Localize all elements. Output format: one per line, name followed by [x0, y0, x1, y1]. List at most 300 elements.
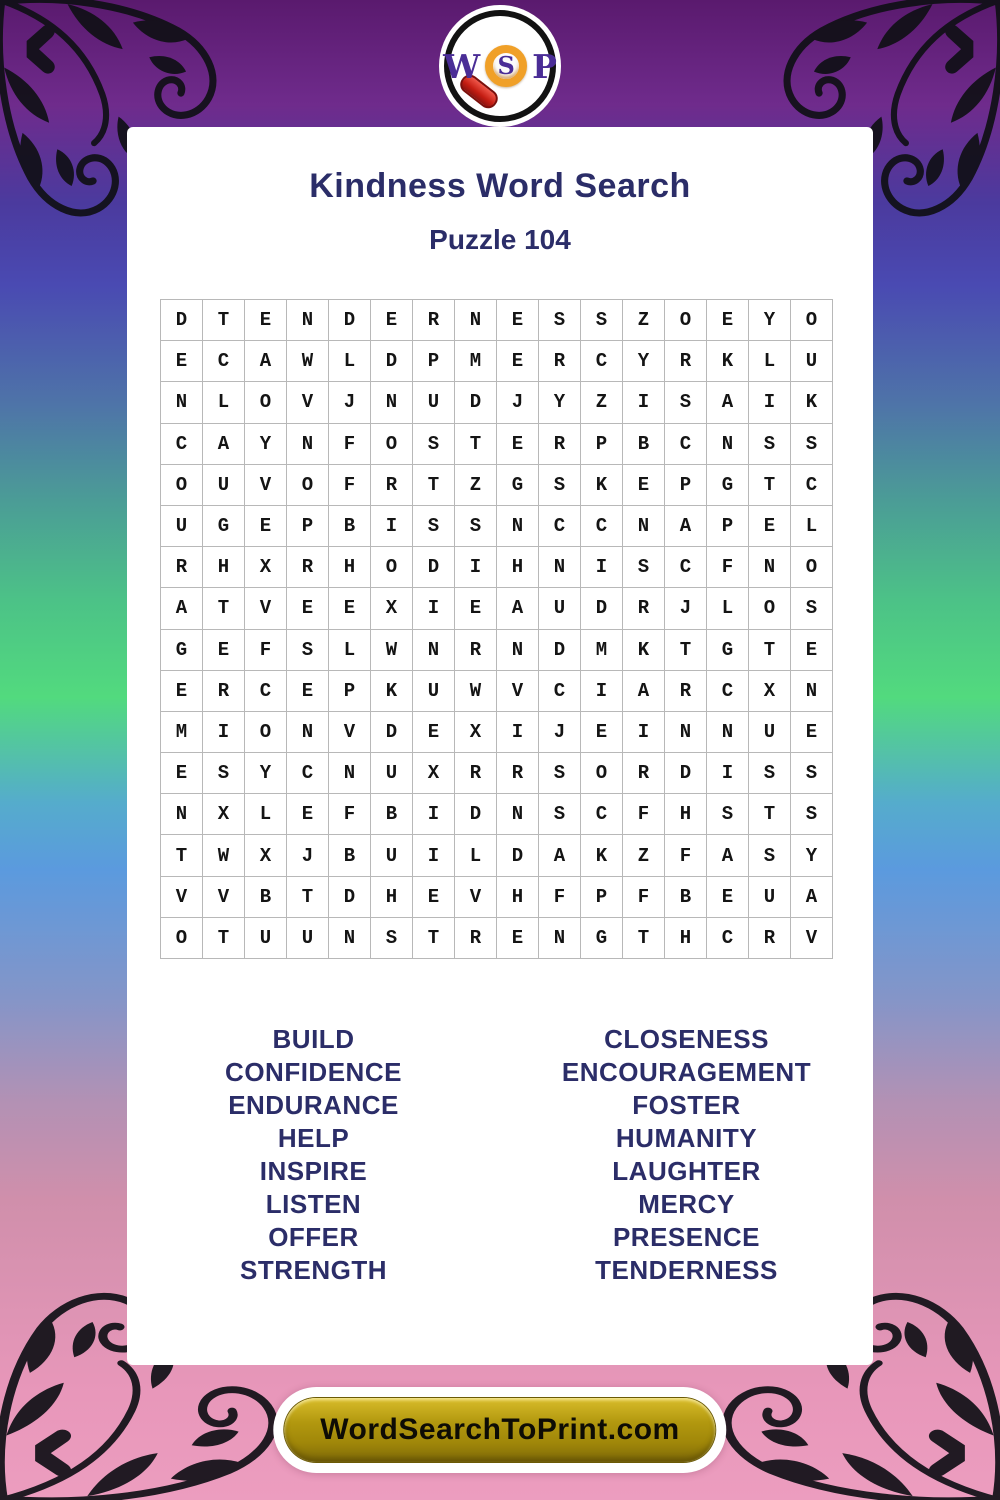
- grid-cell: C: [581, 341, 623, 382]
- grid-cell: A: [245, 341, 287, 382]
- grid-cell: F: [329, 794, 371, 835]
- letter-grid: [160, 299, 833, 959]
- grid-cell: N: [287, 711, 329, 752]
- grid-cell: E: [497, 341, 539, 382]
- grid-cell: N: [707, 711, 749, 752]
- grid-cell: U: [413, 382, 455, 423]
- word-item: ENDURANCE: [228, 1090, 399, 1120]
- grid-cell: V: [455, 876, 497, 917]
- grid-cell: I: [581, 670, 623, 711]
- grid-cell: D: [371, 711, 413, 752]
- grid-cell: E: [161, 753, 203, 794]
- grid-cell: Y: [245, 753, 287, 794]
- grid-row: [161, 341, 833, 382]
- grid-cell: S: [791, 423, 833, 464]
- grid-cell: N: [161, 794, 203, 835]
- grid-cell: A: [161, 588, 203, 629]
- grid-cell: T: [749, 629, 791, 670]
- grid-cell: P: [287, 505, 329, 546]
- grid-cell: S: [413, 505, 455, 546]
- grid-cell: S: [749, 753, 791, 794]
- grid-cell: N: [413, 629, 455, 670]
- grid-cell: C: [539, 670, 581, 711]
- grid-cell: T: [203, 917, 245, 958]
- page-title: Kindness Word Search: [309, 167, 691, 205]
- grid-cell: U: [749, 876, 791, 917]
- grid-cell: B: [665, 876, 707, 917]
- word-item: INSPIRE: [259, 1156, 368, 1186]
- grid-cell: T: [203, 588, 245, 629]
- grid-cell: A: [707, 382, 749, 423]
- grid-cell: V: [329, 711, 371, 752]
- grid-cell: I: [623, 382, 665, 423]
- grid-cell: E: [707, 300, 749, 341]
- word-item: TENDERNESS: [595, 1255, 778, 1285]
- grid-cell: C: [707, 670, 749, 711]
- grid-cell: I: [413, 835, 455, 876]
- grid-cell: E: [287, 794, 329, 835]
- grid-cell: C: [581, 505, 623, 546]
- grid-cell: U: [539, 588, 581, 629]
- grid-cell: U: [749, 711, 791, 752]
- grid-cell: U: [203, 464, 245, 505]
- grid-cell: D: [329, 876, 371, 917]
- grid-cell: I: [371, 505, 413, 546]
- grid-cell: L: [749, 341, 791, 382]
- grid-cell: E: [287, 670, 329, 711]
- grid-cell: I: [623, 711, 665, 752]
- footer-button-wrapper: [273, 1387, 726, 1473]
- grid-cell: E: [203, 629, 245, 670]
- grid-cell: E: [371, 300, 413, 341]
- grid-row: [161, 382, 833, 423]
- grid-cell: O: [581, 753, 623, 794]
- grid-cell: R: [749, 917, 791, 958]
- grid-cell: K: [707, 341, 749, 382]
- grid-cell: O: [791, 300, 833, 341]
- grid-cell: C: [665, 547, 707, 588]
- logo-letter-s: S: [497, 51, 515, 80]
- grid-row: [161, 505, 833, 546]
- grid-cell: U: [245, 917, 287, 958]
- grid-cell: U: [287, 917, 329, 958]
- grid-cell: X: [413, 753, 455, 794]
- grid-cell: O: [371, 423, 413, 464]
- grid-cell: M: [581, 629, 623, 670]
- grid-cell: W: [203, 835, 245, 876]
- grid-cell: E: [581, 711, 623, 752]
- grid-cell: S: [455, 505, 497, 546]
- grid-cell: T: [161, 835, 203, 876]
- grid-cell: P: [581, 876, 623, 917]
- grid-cell: O: [665, 300, 707, 341]
- grid-cell: I: [455, 547, 497, 588]
- grid-cell: I: [749, 382, 791, 423]
- word-list-right: [500, 1023, 873, 1287]
- grid-cell: B: [371, 794, 413, 835]
- grid-cell: R: [623, 753, 665, 794]
- grid-cell: F: [665, 835, 707, 876]
- grid-cell: B: [245, 876, 287, 917]
- grid-cell: H: [203, 547, 245, 588]
- grid-cell: C: [245, 670, 287, 711]
- grid-cell: R: [539, 423, 581, 464]
- word-item: STRENGTH: [240, 1255, 387, 1285]
- grid-cell: D: [371, 341, 413, 382]
- grid-cell: G: [203, 505, 245, 546]
- grid-cell: W: [455, 670, 497, 711]
- grid-cell: V: [245, 588, 287, 629]
- grid-cell: N: [749, 547, 791, 588]
- word-item: HELP: [277, 1123, 350, 1153]
- grid-cell: N: [791, 670, 833, 711]
- grid-cell: O: [287, 464, 329, 505]
- grid-cell: U: [161, 505, 203, 546]
- grid-cell: D: [539, 629, 581, 670]
- word-item: HUMANITY: [615, 1123, 758, 1153]
- grid-cell: I: [203, 711, 245, 752]
- grid-cell: Z: [455, 464, 497, 505]
- grid-cell: O: [749, 588, 791, 629]
- grid-row: [161, 423, 833, 464]
- grid-cell: O: [161, 917, 203, 958]
- grid-cell: J: [665, 588, 707, 629]
- grid-cell: E: [791, 711, 833, 752]
- word-item: ENCOURAGEMENT: [561, 1057, 812, 1087]
- grid-cell: E: [245, 505, 287, 546]
- grid-cell: B: [623, 423, 665, 464]
- grid-cell: D: [329, 300, 371, 341]
- grid-cell: N: [497, 505, 539, 546]
- grid-cell: S: [791, 794, 833, 835]
- puzzle-card: [127, 127, 873, 1365]
- grid-cell: R: [371, 464, 413, 505]
- grid-cell: L: [455, 835, 497, 876]
- grid-cell: M: [455, 341, 497, 382]
- grid-cell: R: [455, 629, 497, 670]
- grid-row: [161, 547, 833, 588]
- grid-cell: N: [665, 711, 707, 752]
- grid-row: [161, 464, 833, 505]
- grid-cell: O: [371, 547, 413, 588]
- grid-cell: Y: [539, 382, 581, 423]
- grid-cell: A: [497, 588, 539, 629]
- grid-cell: U: [791, 341, 833, 382]
- grid-cell: E: [245, 300, 287, 341]
- grid-cell: J: [539, 711, 581, 752]
- grid-cell: C: [539, 505, 581, 546]
- grid-cell: P: [329, 670, 371, 711]
- grid-row: [161, 753, 833, 794]
- grid-cell: E: [329, 588, 371, 629]
- grid-cell: S: [665, 382, 707, 423]
- wsp-logo: [444, 10, 556, 122]
- grid-cell: V: [791, 917, 833, 958]
- grid-cell: O: [161, 464, 203, 505]
- grid-cell: D: [665, 753, 707, 794]
- grid-cell: N: [623, 505, 665, 546]
- grid-cell: I: [581, 547, 623, 588]
- grid-row: [161, 917, 833, 958]
- grid-cell: S: [791, 588, 833, 629]
- magnifier-ring-icon: [485, 45, 527, 87]
- grid-cell: Y: [791, 835, 833, 876]
- grid-cell: E: [623, 464, 665, 505]
- grid-cell: A: [791, 876, 833, 917]
- grid-cell: S: [539, 464, 581, 505]
- grid-cell: N: [455, 300, 497, 341]
- grid-cell: R: [665, 670, 707, 711]
- logo-letter-w: W: [443, 46, 481, 86]
- grid-cell: W: [287, 341, 329, 382]
- grid-cell: R: [203, 670, 245, 711]
- grid-cell: Y: [749, 300, 791, 341]
- grid-cell: O: [791, 547, 833, 588]
- grid-cell: F: [329, 464, 371, 505]
- grid-cell: T: [287, 876, 329, 917]
- grid-row: [161, 711, 833, 752]
- logo-letters: [443, 16, 557, 116]
- puzzle-number: Puzzle 104: [429, 224, 571, 255]
- grid-cell: S: [791, 753, 833, 794]
- grid-cell: V: [497, 670, 539, 711]
- grid-cell: N: [497, 794, 539, 835]
- grid-cell: A: [665, 505, 707, 546]
- grid-cell: Z: [623, 835, 665, 876]
- grid-cell: F: [623, 794, 665, 835]
- grid-cell: X: [371, 588, 413, 629]
- grid-cell: H: [497, 547, 539, 588]
- grid-cell: R: [161, 547, 203, 588]
- grid-cell: S: [539, 753, 581, 794]
- grid-cell: T: [203, 300, 245, 341]
- grid-cell: M: [161, 711, 203, 752]
- grid-cell: U: [371, 753, 413, 794]
- grid-cell: E: [707, 876, 749, 917]
- grid-cell: T: [413, 917, 455, 958]
- grid-row: [161, 300, 833, 341]
- grid-cell: N: [497, 629, 539, 670]
- grid-cell: O: [245, 711, 287, 752]
- grid-cell: G: [581, 917, 623, 958]
- grid-cell: L: [707, 588, 749, 629]
- grid-cell: J: [497, 382, 539, 423]
- grid-cell: A: [539, 835, 581, 876]
- grid-cell: A: [623, 670, 665, 711]
- grid-cell: K: [581, 464, 623, 505]
- word-item: MERCY: [638, 1189, 735, 1219]
- grid-row: [161, 794, 833, 835]
- grid-cell: K: [581, 835, 623, 876]
- grid-cell: O: [245, 382, 287, 423]
- grid-cell: P: [707, 505, 749, 546]
- grid-cell: V: [203, 876, 245, 917]
- grid-cell: S: [413, 423, 455, 464]
- grid-cell: X: [245, 547, 287, 588]
- word-item: BUILD: [272, 1024, 355, 1054]
- grid-cell: J: [329, 382, 371, 423]
- grid-cell: N: [539, 547, 581, 588]
- grid-cell: F: [329, 423, 371, 464]
- grid-row: [161, 588, 833, 629]
- grid-cell: P: [581, 423, 623, 464]
- word-item: PRESENCE: [612, 1222, 761, 1252]
- grid-cell: R: [665, 341, 707, 382]
- footer-site-button[interactable]: WordSearchToPrint.com: [284, 1398, 715, 1462]
- grid-cell: S: [623, 547, 665, 588]
- grid-cell: N: [287, 300, 329, 341]
- grid-cell: H: [329, 547, 371, 588]
- grid-cell: Y: [623, 341, 665, 382]
- grid-cell: N: [161, 382, 203, 423]
- grid-cell: F: [539, 876, 581, 917]
- grid-cell: T: [665, 629, 707, 670]
- grid-cell: Y: [245, 423, 287, 464]
- grid-cell: F: [623, 876, 665, 917]
- grid-cell: R: [287, 547, 329, 588]
- grid-cell: J: [287, 835, 329, 876]
- grid-cell: H: [371, 876, 413, 917]
- grid-cell: N: [329, 917, 371, 958]
- grid-cell: N: [539, 917, 581, 958]
- grid-cell: E: [161, 341, 203, 382]
- grid-cell: B: [329, 835, 371, 876]
- grid-cell: S: [539, 794, 581, 835]
- grid-cell: L: [791, 505, 833, 546]
- grid-cell: N: [371, 382, 413, 423]
- grid-cell: C: [581, 794, 623, 835]
- grid-cell: D: [497, 835, 539, 876]
- grid-cell: K: [791, 382, 833, 423]
- grid-cell: K: [623, 629, 665, 670]
- grid-cell: G: [707, 629, 749, 670]
- word-list: [127, 1023, 873, 1287]
- grid-cell: S: [749, 835, 791, 876]
- grid-cell: P: [413, 341, 455, 382]
- grid-cell: R: [413, 300, 455, 341]
- grid-cell: C: [161, 423, 203, 464]
- grid-cell: C: [707, 917, 749, 958]
- grid-row: [161, 876, 833, 917]
- grid-cell: X: [455, 711, 497, 752]
- word-item: FOSTER: [632, 1090, 741, 1120]
- word-item: CLOSENESS: [604, 1024, 769, 1054]
- grid-cell: X: [749, 670, 791, 711]
- grid-cell: E: [497, 917, 539, 958]
- grid-cell: W: [371, 629, 413, 670]
- grid-cell: L: [329, 629, 371, 670]
- grid-cell: E: [161, 670, 203, 711]
- logo-letter-p: P: [532, 46, 557, 86]
- word-list-left: [127, 1023, 500, 1287]
- grid-cell: F: [707, 547, 749, 588]
- grid-cell: U: [371, 835, 413, 876]
- grid-cell: D: [161, 300, 203, 341]
- grid-row: [161, 835, 833, 876]
- grid-row: [161, 670, 833, 711]
- grid-cell: H: [665, 794, 707, 835]
- grid-cell: I: [413, 794, 455, 835]
- word-item: CONFIDENCE: [225, 1057, 402, 1087]
- grid-cell: R: [497, 753, 539, 794]
- grid-cell: G: [497, 464, 539, 505]
- grid-cell: C: [665, 423, 707, 464]
- grid-cell: T: [623, 917, 665, 958]
- grid-cell: S: [203, 753, 245, 794]
- grid-cell: S: [287, 629, 329, 670]
- grid-cell: E: [287, 588, 329, 629]
- word-item: LISTEN: [265, 1189, 362, 1219]
- grid-cell: I: [413, 588, 455, 629]
- grid-cell: G: [707, 464, 749, 505]
- grid-cell: S: [581, 300, 623, 341]
- grid-cell: A: [707, 835, 749, 876]
- grid-cell: B: [329, 505, 371, 546]
- grid-cell: R: [455, 753, 497, 794]
- grid-cell: H: [665, 917, 707, 958]
- grid-cell: D: [413, 547, 455, 588]
- grid-cell: P: [665, 464, 707, 505]
- grid-cell: C: [791, 464, 833, 505]
- grid-cell: V: [161, 876, 203, 917]
- grid-cell: C: [203, 341, 245, 382]
- grid-cell: X: [245, 835, 287, 876]
- grid-cell: F: [245, 629, 287, 670]
- grid-cell: Z: [623, 300, 665, 341]
- grid-cell: L: [329, 341, 371, 382]
- grid-cell: E: [791, 629, 833, 670]
- grid-cell: T: [749, 464, 791, 505]
- grid-cell: D: [455, 794, 497, 835]
- grid-row: [161, 629, 833, 670]
- grid-cell: U: [413, 670, 455, 711]
- grid-cell: S: [539, 300, 581, 341]
- grid-cell: L: [245, 794, 287, 835]
- grid-cell: E: [497, 300, 539, 341]
- grid-cell: D: [455, 382, 497, 423]
- grid-cell: R: [455, 917, 497, 958]
- grid-cell: A: [203, 423, 245, 464]
- grid-cell: E: [749, 505, 791, 546]
- grid-cell: X: [203, 794, 245, 835]
- grid-cell: K: [371, 670, 413, 711]
- grid-cell: C: [287, 753, 329, 794]
- grid-cell: G: [161, 629, 203, 670]
- grid-cell: N: [329, 753, 371, 794]
- grid-cell: T: [413, 464, 455, 505]
- grid-cell: L: [203, 382, 245, 423]
- grid-cell: T: [749, 794, 791, 835]
- grid-cell: I: [497, 711, 539, 752]
- grid-cell: E: [497, 423, 539, 464]
- grid-cell: E: [413, 711, 455, 752]
- grid-cell: S: [749, 423, 791, 464]
- grid-cell: H: [497, 876, 539, 917]
- grid-cell: S: [707, 794, 749, 835]
- grid-cell: T: [455, 423, 497, 464]
- grid-cell: S: [371, 917, 413, 958]
- grid-cell: I: [707, 753, 749, 794]
- word-item: LAUGHTER: [612, 1156, 761, 1186]
- grid-cell: D: [581, 588, 623, 629]
- grid-cell: V: [287, 382, 329, 423]
- grid-cell: R: [623, 588, 665, 629]
- grid-cell: N: [707, 423, 749, 464]
- grid-cell: N: [287, 423, 329, 464]
- grid-cell: R: [539, 341, 581, 382]
- grid-cell: Z: [581, 382, 623, 423]
- grid-cell: E: [413, 876, 455, 917]
